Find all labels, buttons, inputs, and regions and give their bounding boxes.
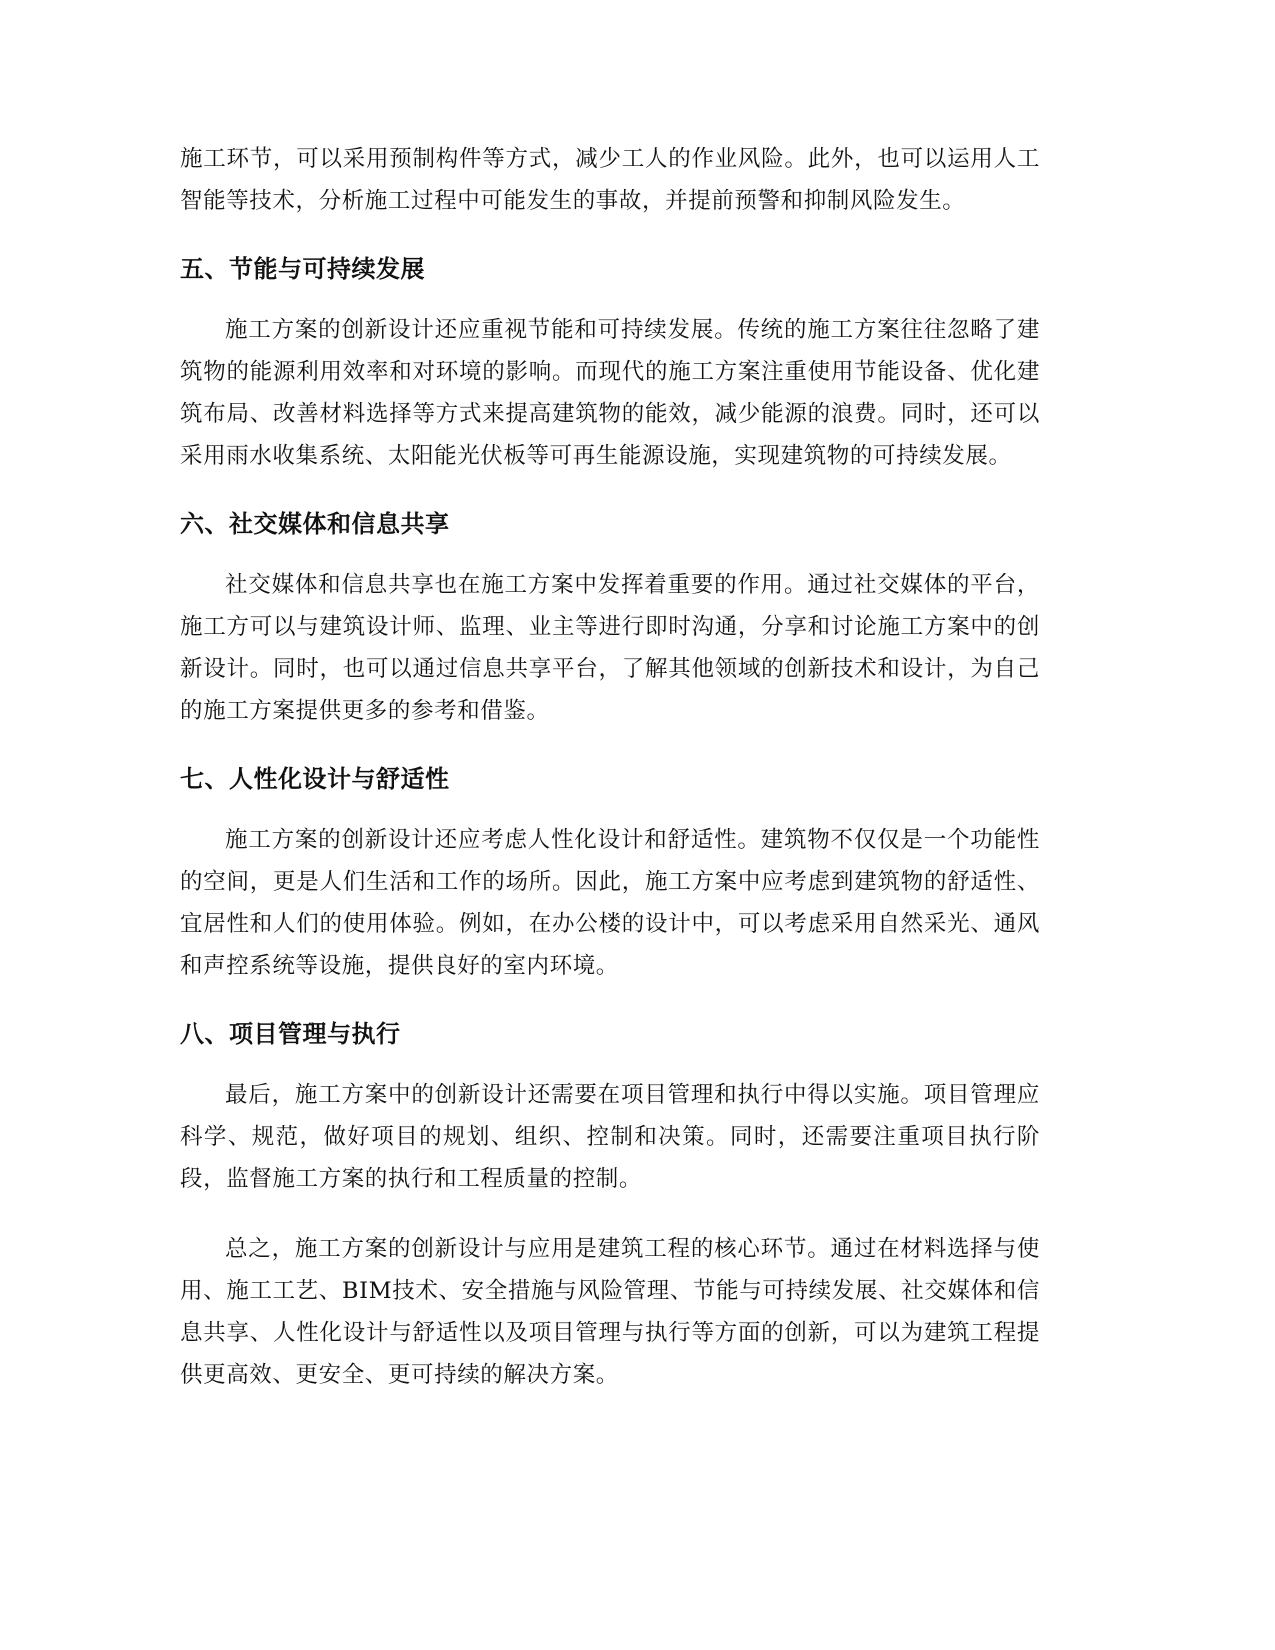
document-page [180,138,1040,1396]
section-6-body: 社交媒体和信息共享也在施工方案中发挥着重要的作用。通过社交媒体的平台，施工方可以与建筑设计师、监理、业主等进行即时沟通，分享和讨论施工方案中的创新设计。同时，也可以通过信息共享平台，了解其他领域的创新技术和设计，为自己的施工方案提供更多的参考和借鉴。 [180,572,1040,724]
section-5-body: 施工方案的创新设计还应重视节能和可持续发展。传统的施工方案往往忽略了建筑物的能源利用效率和对环境的影响。而现代的施工方案注重使用节能设备、优化建筑布局、改善材料选择等方式来提高建筑物的能效，减少能源的浪费。同时，还可以采用雨水收集系统、太阳能光伏板等可再生能源设施，实现建筑物的可持续发展。 [180,317,1040,469]
section-5-heading: 五、节能与可持续发展 [180,255,425,283]
conclusion-paragraph: 总之，施工方案的创新设计与应用是建筑工程的核心环节。通过在材料选择与使用、施工工艺、BIM技术、安全措施与风险管理、节能与可持续发展、社交媒体和信息共享、人性化设计与舒适性以及项目管理与执行等方面的创新，可以为建筑工程提供更高效、更安全、更可持续的解决方案。 [180,1236,1040,1388]
section-6-heading: 六、社交媒体和信息共享 [180,510,450,538]
section-7-heading: 七、人性化设计与舒适性 [180,765,450,793]
intro-continuation-paragraph: 施工环节，可以采用预制构件等方式，减少工人的作业风险。此外，也可以运用人工智能等技术，分析施工过程中可能发生的事故，并提前预警和抑制风险发生。 [180,146,1040,214]
section-8-body: 最后，施工方案中的创新设计还需要在项目管理和执行中得以实施。项目管理应科学、规范，做好项目的规划、组织、控制和决策。同时，还需要注重项目执行阶段，监督施工方案的执行和工程质量的控制。 [180,1082,1040,1192]
section-8-heading: 八、项目管理与执行 [180,1020,401,1048]
section-7-body: 施工方案的创新设计还应考虑人性化设计和舒适性。建筑物不仅仅是一个功能性的空间，更是人们生活和工作的场所。因此，施工方案中应考虑到建筑物的舒适性、宜居性和人们的使用体验。例如，在办公楼的设计中，可以考虑采用自然采光、通风和声控系统等设施，提供良好的室内环境。 [180,827,1040,979]
